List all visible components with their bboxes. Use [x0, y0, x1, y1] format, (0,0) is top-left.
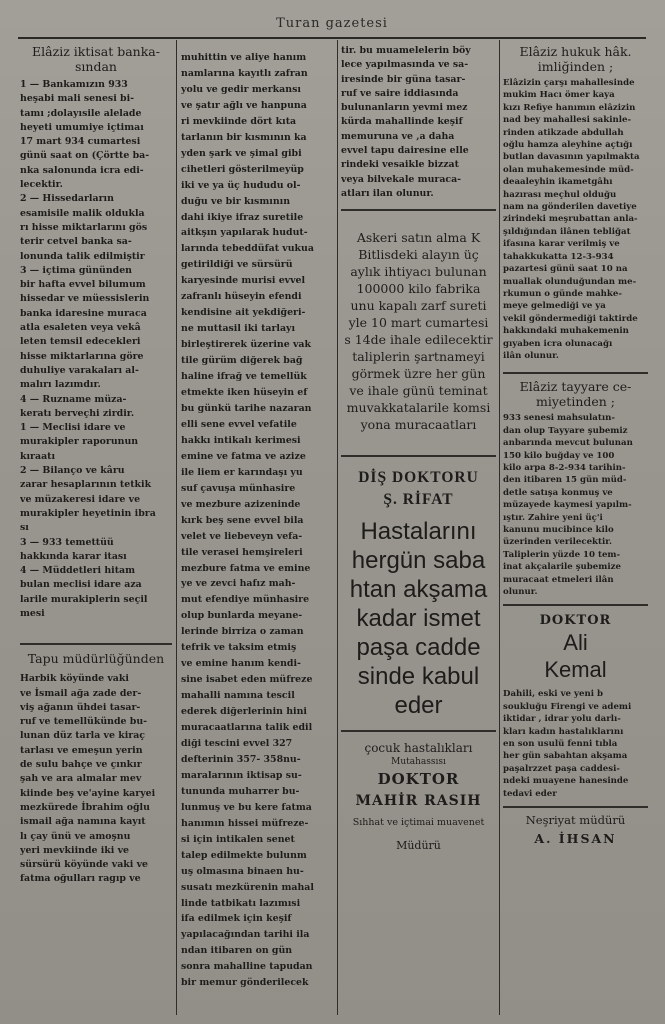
- text-line: hazırası meçhul olduğu: [503, 189, 617, 200]
- notice-title: miyetinden ;: [535, 394, 616, 410]
- text-line: tahakkukatta 12-3-934: [503, 251, 614, 262]
- text-line: rinden atikzade abdullah: [503, 127, 624, 138]
- text-line: dan olup Tayyare şubemiz: [503, 425, 628, 436]
- text-line: atları ilan olunur.: [341, 187, 434, 199]
- text-line: 150 kilo buğday ve 100: [503, 450, 615, 461]
- text-line: tile verasei hemşireleri: [181, 546, 303, 558]
- text-line: Elâzizin çarşı mahallesinde: [503, 78, 635, 88]
- notice-body: [20, 78, 172, 621]
- text-line: s 14de ihale edilecektir: [344, 332, 493, 348]
- text-line: sı: [20, 522, 29, 534]
- text-line: sonra mahalline tapudan: [181, 961, 313, 973]
- text-line: tedavi eder: [503, 788, 557, 799]
- text-line: Taliplerin yüzde 10 tem-: [503, 549, 621, 560]
- notice-body: [20, 672, 172, 886]
- ad-line: kadar ismet: [356, 605, 481, 633]
- text-line: paşalrzzet paşa caddesi-: [503, 763, 620, 774]
- text-line: kilo arpa 8-2-934 tarihin-: [503, 462, 626, 473]
- text-line: nad bey mahallesi sakinle-: [503, 115, 632, 126]
- text-line: bu günkü tarihe nazaran: [181, 402, 312, 414]
- text-line: 4 — Müddetleri hitam: [20, 565, 136, 577]
- text-line: muracaatlarına talik edil: [181, 722, 313, 734]
- text-line: 17 mart 934 cumartesi: [20, 136, 141, 148]
- text-line: unu kapalı zarf sureti: [350, 298, 487, 314]
- text-line: yeri mevkiinde iki ve: [20, 844, 130, 856]
- ad-title: DİŞ DOKTORU: [358, 469, 479, 487]
- text-line: şah ve ara almalar mev: [20, 773, 142, 785]
- text-line: tarlası ve emeşun yerin: [20, 744, 143, 756]
- text-line: ye ve zevci hafız mah-: [181, 578, 296, 590]
- text-line: maralarının iktisap su-: [181, 769, 302, 781]
- newspaper-header: Turan gazetesi: [276, 16, 388, 31]
- text-line: tir. bu muamelelerin böy: [341, 45, 471, 56]
- text-line: si için intikalen senet: [181, 833, 295, 845]
- ad-name: Ali: [563, 630, 588, 656]
- notice-title: Tapu müdürlüğünden: [27, 651, 165, 667]
- text-line: rkumun o günde mahke-: [503, 288, 622, 299]
- text-line: tile gürüm diğerek bağ: [181, 355, 303, 367]
- text-line: lece yapılmasında ve sa-: [341, 59, 469, 71]
- text-line: fatma oğulları ragıp ve: [20, 873, 141, 885]
- text-line: yden şark ve şimal gibi: [181, 147, 302, 159]
- text-line: namlarına kayıtlı zafran: [181, 67, 308, 79]
- text-line: sürsürü köyünde vaki ve: [20, 859, 149, 871]
- text-line: mukim Hacı ömer kaya: [503, 90, 615, 101]
- text-line: günü saat on (Çörtte ba-: [20, 150, 150, 162]
- text-line: mahalli namına tescil: [181, 690, 295, 702]
- text-line: 933 senesi mahsulatın-: [503, 413, 615, 424]
- iktisat-bankasi-notice: [20, 44, 172, 621]
- section-rule: [503, 604, 648, 606]
- askeri-satin-alma-notice: [341, 229, 496, 433]
- text-line: hakkı intikalı kerimesi: [181, 434, 301, 446]
- text-line: banka idaresine muraca: [20, 307, 147, 319]
- text-line: ri mevkiinde dört kıta: [181, 115, 297, 127]
- text-line: sine isabet eden müfreze: [181, 674, 313, 686]
- text-line: mut efendiye münhasire: [181, 594, 310, 606]
- text-line: 1 — Meclisi idare ve: [20, 422, 126, 434]
- signature-title: Neşriyat müdürü: [525, 813, 626, 828]
- text-line: muracaat etmeleri ilân: [503, 574, 614, 585]
- text-line: kızı Refiye hanımın elâzizin: [503, 102, 636, 113]
- text-line: kırk beş sene evvel bila: [181, 514, 304, 526]
- tapu-notice: [20, 651, 172, 886]
- text-line: hakkında karar itası: [20, 550, 127, 562]
- text-line: olup bunlarda meyane-: [181, 610, 303, 622]
- ad-line: Müdürü: [396, 839, 441, 853]
- text-line: terir cetvel banka sa-: [20, 236, 132, 248]
- text-line: rindeki vesaikle bizzat: [341, 159, 459, 171]
- text-line: en son usulü fenni tıbla: [503, 739, 618, 750]
- dis-doktoru-ad: [341, 467, 496, 720]
- ad-name: Kemal: [544, 657, 607, 683]
- text-line: butlan davasının yapılmakta: [503, 152, 640, 163]
- text-line: ruf ve temellükünde bu-: [20, 716, 148, 728]
- column-2: [181, 50, 333, 1018]
- tapu-notice-end: [341, 44, 496, 201]
- ad-line: çocuk hastalıkları: [364, 741, 473, 756]
- text-line: lunan düz tarla ve kiraç: [20, 730, 146, 742]
- text-line: üzerinden verilecektir.: [503, 537, 612, 548]
- text-line: bulan meclisi idare aza: [20, 579, 142, 591]
- text-line: detle satışa konmuş ve: [503, 487, 613, 498]
- section-rule: [341, 209, 496, 211]
- text-line: muvakkatalarile komsi: [346, 400, 491, 416]
- text-line: lı çay ünü ve amoşnu: [20, 830, 131, 842]
- column-3: [341, 44, 496, 1014]
- text-line: Bitlisdeki alayın üç: [358, 247, 479, 263]
- text-line: 1 — Bankamızın 933: [20, 79, 128, 90]
- text-line: ilân olunur.: [503, 350, 559, 361]
- text-line: yolu ve gedir merkansı: [181, 83, 301, 95]
- text-line: hissedar ve müessislerin: [20, 293, 150, 305]
- column-divider: [337, 40, 338, 1015]
- text-line: tefrik ve taksim etmiş: [181, 642, 297, 654]
- text-line: oğlu hamza aleyhine açtığı: [503, 140, 633, 151]
- text-line: haline ifrağ ve temellük: [181, 371, 307, 383]
- column-divider: [176, 40, 177, 1015]
- text-line: nka salonunda icra edi-: [20, 164, 144, 176]
- text-line: hakkındaki muhakemenin: [503, 326, 629, 337]
- text-line: emine ve fatma ve azize: [181, 450, 306, 462]
- ad-line: eder: [394, 692, 443, 720]
- text-line: yapılacağından tarihi ila: [181, 929, 310, 941]
- signature-name: A. İHSAN: [534, 831, 617, 847]
- notice-title: sından: [75, 59, 117, 74]
- text-line: cihetleri gösterilmeyüp: [181, 163, 304, 175]
- text-line: esamisile malik oldukla: [20, 207, 145, 219]
- text-line: ve ihale günü teminat: [349, 383, 488, 399]
- text-line: pazartesi günü saat 10 na: [503, 264, 628, 275]
- ad-line: paşa cadde: [356, 634, 481, 662]
- text-line: diği tescini evvel 327: [181, 737, 293, 749]
- ad-line: hergün saba: [351, 547, 486, 575]
- text-line: ıştır. Zahire yeni üç'i: [503, 512, 603, 523]
- text-line: lonunda talik edilmiştir: [20, 250, 145, 262]
- section-rule: [503, 372, 648, 374]
- text-line: elli sene evvel vefatile: [181, 418, 297, 430]
- text-line: memuruna ve ,a daha: [341, 130, 455, 142]
- text-line: ve mezbure azizeninde: [181, 498, 301, 510]
- section-rule: [20, 643, 172, 645]
- text-line: muhittin ve aliye hanım: [181, 52, 307, 63]
- text-line: müzayede kaymesi yapılm-: [503, 500, 632, 511]
- text-line: muallak olunduğundan me-: [503, 276, 637, 287]
- text-line: 4 — Ruzname müza-: [20, 393, 127, 405]
- text-line: inat akçalarile şubemize: [503, 562, 621, 573]
- text-line: ifa edilmek için keşif: [181, 913, 292, 925]
- text-line: ruf ve saire iddiasında: [341, 87, 459, 99]
- text-line: malırı lazımdır.: [20, 379, 101, 391]
- section-rule: [341, 455, 496, 457]
- text-line: bir hafta evvel bilumum: [20, 279, 146, 291]
- text-line: keratı berveçhi zirdir.: [20, 407, 135, 419]
- column-1: [20, 44, 172, 1014]
- text-line: bulunanların yevmi mez: [341, 102, 468, 114]
- text-line: defterinin 357- 358nu-: [181, 753, 301, 765]
- text-line: yona muracaatları: [360, 417, 477, 433]
- section-rule: [341, 730, 496, 732]
- text-line: ifasına karar verilmiş ve: [503, 239, 620, 250]
- column-divider: [499, 40, 500, 1015]
- text-line: taliplerin şartnameyi: [352, 349, 485, 365]
- ad-line: Mutahassısı: [391, 757, 446, 768]
- text-line: leten temsil edecekleri: [20, 336, 141, 348]
- text-line: lecektir.: [20, 179, 63, 191]
- text-line: tarlanın bir kısmının ka: [181, 131, 307, 143]
- text-line: 3 — 933 temettüü: [20, 536, 114, 548]
- ad-line: Hastalarını: [360, 518, 477, 546]
- text-line: zarar hesaplarının tetkik: [20, 479, 152, 491]
- text-line: atla esaleten veya vekâ: [20, 322, 141, 334]
- text-line: soukluğu Firengi ve ademi: [503, 701, 632, 712]
- text-line: olan muhakemesinde müd-: [503, 164, 634, 175]
- text-line: meye gelmediği ve ya: [503, 301, 606, 312]
- ad-line: htan akşama: [349, 576, 488, 604]
- text-line: zafranlı hüseyin efendi: [181, 291, 302, 303]
- text-line: iki ve ya üç hududu ol-: [181, 179, 301, 191]
- text-line: duğu ve bir kısmının: [181, 195, 291, 207]
- text-line: 2 — Hissedarların: [20, 193, 114, 205]
- text-line: heşabi mali senesi bi-: [20, 93, 135, 105]
- ad-title: DOKTOR: [377, 770, 460, 789]
- text-line: bir memur gönderilecek: [181, 977, 309, 989]
- tayyare-cemiyeti-notice: [503, 379, 648, 598]
- ad-name: MAHİR RASIH: [355, 793, 482, 810]
- hukuk-hakimligi-notice: [503, 44, 648, 362]
- text-line: etmekte iken hüseyin ef: [181, 387, 308, 399]
- text-line: evvel tapu dairesine elle: [341, 145, 469, 157]
- text-line: karyesinde murisi evvel: [181, 275, 306, 287]
- text-line: linde tatbikatı lazımısi: [181, 897, 301, 909]
- notice-title: Elâziz tayyare ce-: [519, 379, 632, 395]
- text-line: kanunu mucibince kilo: [503, 525, 614, 535]
- text-line: veya bilvekale muraca-: [341, 173, 462, 185]
- text-line: kiinde beş ve'ayine karyei: [20, 787, 156, 799]
- column-4: [503, 44, 648, 1019]
- text-line: Dahili, eski ve yeni b: [503, 689, 603, 700]
- text-line: yle 10 mart cumartesi: [348, 315, 489, 331]
- text-line: aylık ihtiyacı bulunan: [350, 264, 487, 280]
- text-line: Harbik köyünde vaki: [20, 673, 129, 685]
- text-line: olunur.: [503, 587, 538, 598]
- text-line: talep edilmekte bulunm: [181, 849, 307, 861]
- text-line: susatı mezkürenin mahal: [181, 881, 314, 893]
- cocuk-doktoru-ad: [341, 740, 496, 858]
- text-line: den itibaren 15 gün müd-: [503, 475, 627, 486]
- text-line: getirildiği ve sürsürü: [181, 259, 293, 271]
- notice-title: Elâziz iktisat banka-: [32, 44, 160, 59]
- text-line: 2 — Bilanço ve kâru: [20, 465, 125, 477]
- text-line: viş ağanın ühdei tasar-: [20, 701, 141, 713]
- text-line: uş olmasına binaen hu-: [181, 865, 304, 877]
- text-line: aitkşın yapılarak hudut-: [181, 227, 308, 239]
- text-line: tamı ;dolayısile alelade: [20, 107, 142, 119]
- text-line: velet ve liebeveyn vefa-: [181, 530, 303, 542]
- text-line: iktidar , idrar yolu darlı-: [503, 714, 621, 725]
- text-line: gıyaben icra olunacağı: [503, 338, 613, 349]
- text-line: ndeki muayene hanesinde: [503, 776, 629, 787]
- text-line: ve şatır ağlı ve hanpuna: [181, 99, 307, 111]
- nesriyat-muduru: [503, 812, 648, 849]
- text-line: kürda mahallinde keşif: [341, 116, 463, 128]
- text-line: larile murakiplerin seçil: [20, 593, 148, 605]
- header-rule: [18, 37, 646, 39]
- text-line: ederek diğerlerinin hini: [181, 706, 307, 718]
- text-line: suf çavuşa münhasire: [181, 482, 296, 494]
- text-line: ve emine hanım kendi-: [181, 658, 301, 670]
- text-line: kendisine ait yekdiğeri-: [181, 307, 306, 319]
- text-line: kları kadın hastalıklarını: [503, 726, 624, 737]
- text-line: lunmuş ve bu kere fatma: [181, 801, 312, 813]
- text-line: dahi ikiye ifraz suretile: [181, 211, 304, 223]
- text-line: şıldığından ilânen tebliğat: [503, 226, 631, 237]
- text-line: ndan itibaren on gün: [181, 945, 293, 957]
- text-line: iresinde bir güna tasar-: [341, 73, 466, 85]
- text-line: birleştirerek üzerine vak: [181, 339, 311, 351]
- text-line: larında tebeddüfat vukua: [181, 243, 314, 255]
- text-line: ismail ağa namına kayıt: [20, 816, 146, 828]
- text-line: kıraatı: [20, 450, 56, 462]
- text-line: ve İsmail ağa zade der-: [20, 687, 142, 699]
- text-line: murakipler heyetinin ibra: [20, 507, 156, 519]
- text-line: hanımın hissei müfreze-: [181, 817, 309, 829]
- text-line: Askeri satın alma K: [356, 230, 481, 246]
- text-line: görmek üzre her gün: [351, 366, 486, 382]
- section-rule: [503, 806, 648, 808]
- notice-title: Elâziz hukuk hâk.: [519, 44, 632, 59]
- text-line: 100000 kilo fabrika: [356, 281, 481, 297]
- tapu-notice-continued: [181, 50, 333, 991]
- text-line: anbarında mevcut bulunan: [503, 438, 633, 449]
- text-line: tununda muharrer bu-: [181, 785, 300, 797]
- text-line: zirindeki meşrubattan anla-: [503, 214, 638, 225]
- text-line: deaaleyhin ikametgâhı: [503, 177, 613, 188]
- text-line: 3 — içtima gününden: [20, 264, 133, 276]
- text-line: mesi: [20, 607, 45, 619]
- doktor-ali-kemal-ad: [503, 612, 648, 800]
- text-line: hisse miktarlarına göre: [20, 350, 144, 362]
- ad-line: Sıhhat ve içtimai muavenet: [352, 817, 485, 829]
- text-line: ne muttasil iki tarlayı: [181, 323, 296, 335]
- ad-name: Ş. RİFAT: [383, 491, 454, 509]
- text-line: de sulu bahçe ve çınkır: [20, 759, 142, 771]
- text-line: mezkürede İbrahim oğlu: [20, 801, 150, 813]
- text-line: nam na gönderilen davetiye: [503, 202, 637, 213]
- ad-line: sinde kabul: [357, 663, 480, 691]
- text-line: murakipler raporunun: [20, 436, 139, 448]
- text-line: mezbure fatma ve emine: [181, 562, 311, 574]
- text-line: heyeti umumiye içtimaı: [20, 121, 144, 133]
- text-line: lerinde birriza o zaman: [181, 626, 304, 638]
- text-line: vekil göndermediği taktirde: [503, 313, 638, 324]
- text-line: ile liem er karındaşı yu: [181, 466, 303, 478]
- ad-title: DOKTOR: [539, 613, 612, 629]
- text-line: her gün sabahtan akşama: [503, 751, 628, 762]
- text-line: rı hisse miktarlarını gös: [20, 221, 148, 233]
- text-line: ve müzakeresi idare ve: [20, 493, 141, 505]
- notice-title: imliğinden ;: [537, 59, 614, 74]
- text-line: duhuliye varakaları al-: [20, 364, 139, 376]
